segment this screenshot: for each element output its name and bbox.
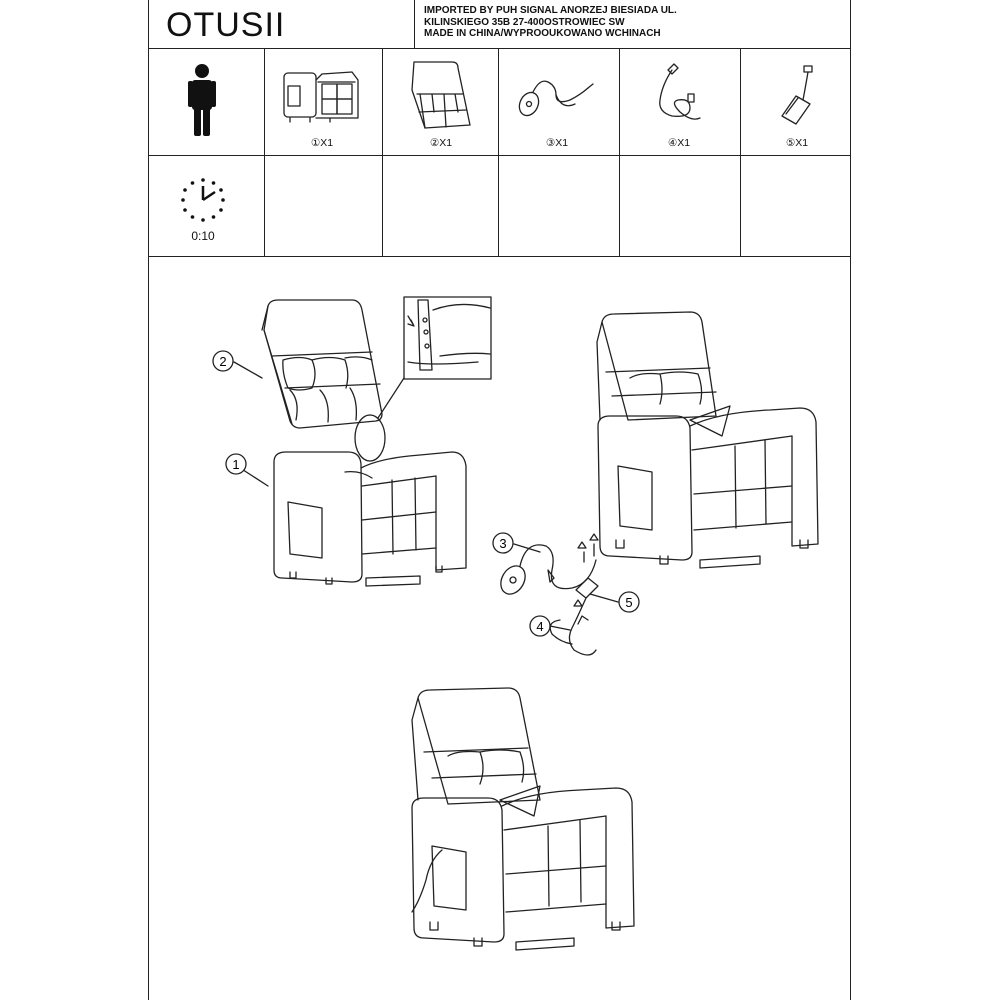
person-icon	[188, 64, 216, 136]
chair-base-illustration	[274, 452, 466, 586]
assembled-chair-illustration	[597, 312, 818, 568]
callout-5	[619, 592, 639, 612]
backrest-illustration	[262, 300, 382, 428]
svg-text:5: 5	[625, 595, 633, 610]
svg-text:3: 3	[499, 536, 507, 551]
svg-text:4: 4	[536, 619, 544, 634]
importer-line: MADE IN CHINA/WYPROOUKOWANO WCHINACH	[424, 28, 661, 39]
callout-3	[493, 533, 513, 553]
wiring-illustration	[496, 534, 598, 655]
transformer-icon	[782, 66, 812, 124]
final-chair-illustration	[412, 688, 634, 950]
product-title: OTUSII	[166, 6, 286, 44]
remote-control-icon	[516, 81, 593, 119]
callout-4	[530, 616, 550, 636]
power-cord-icon	[660, 64, 700, 119]
svg-text:1: 1	[232, 457, 240, 472]
part-label: ③X1	[545, 137, 569, 149]
backrest-icon	[412, 62, 470, 128]
part-label: ①X1	[310, 137, 334, 149]
part-label: ④X1	[667, 137, 691, 149]
svg-text:2: 2	[219, 354, 227, 369]
callout-2	[213, 351, 233, 371]
assembly-time: 0:10	[191, 229, 215, 243]
clock-icon	[181, 178, 225, 222]
importer-line: KILINSKIEGO 35B 27-400OSTROWIEC SW	[424, 16, 625, 28]
importer-line: IMPORTED BY PUH SIGNAL ANORZEJ BIESIADA UL.	[424, 5, 677, 16]
chair-base-icon	[284, 72, 358, 122]
callout-leaders	[234, 362, 618, 630]
part-label: ②X1	[429, 137, 453, 149]
part-label: ⑤X1	[785, 137, 809, 149]
callout-1	[226, 454, 246, 474]
